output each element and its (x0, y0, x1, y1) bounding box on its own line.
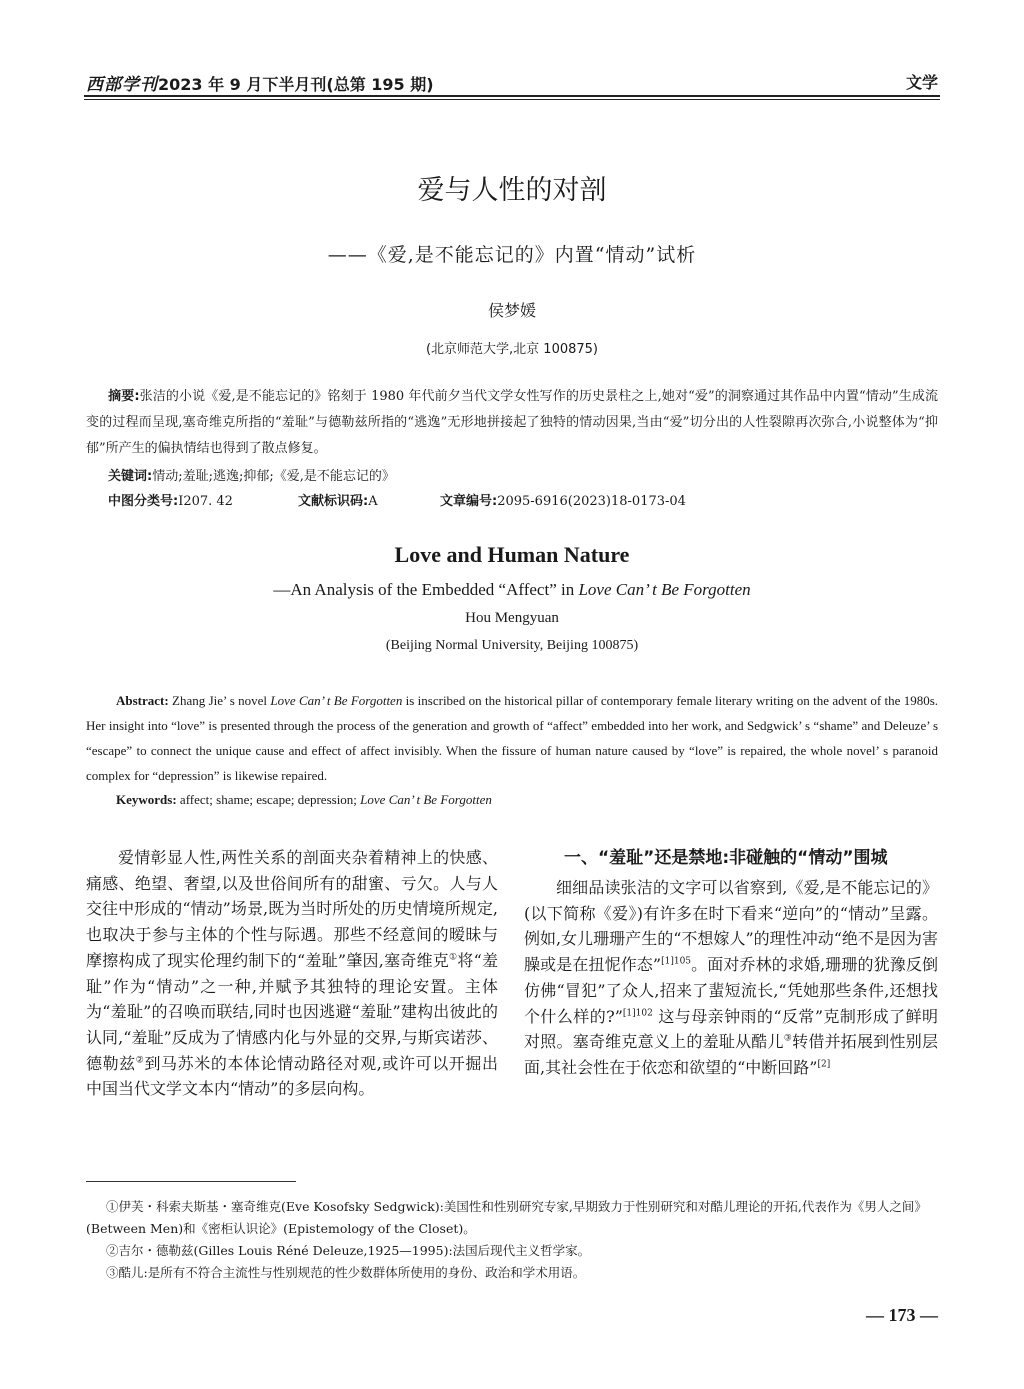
author-en: Hou Mengyuan (465, 610, 559, 626)
abstract-en-label: Abstract: (116, 693, 169, 708)
clc-label: 中图分类号: (108, 494, 179, 509)
footnote: ③酷儿:是所有不符合主流性与性别规范的性少数群体所使用的身份、政治和学术用语。 (106, 1265, 586, 1280)
doc-code-label: 文献标识码: (298, 494, 369, 509)
clc-value: I207. 42 (178, 494, 233, 509)
footnote-marker: ① (449, 952, 458, 963)
body-text: 这与母亲钟雨的“反常”克制形成了鲜明对照。塞奇维克意义上的羞耻从酷儿 (524, 1006, 938, 1052)
citation-marker: [1]102 (622, 1008, 653, 1019)
body-right-column (524, 845, 938, 1081)
classification-line (108, 490, 686, 509)
keywords-en-work: Love Can’ t Be Forgotten (360, 792, 492, 807)
body-paragraph (86, 845, 498, 1102)
subtitle-en-prefix: —An Analysis of the Embedded “Affect” in (273, 580, 579, 599)
subtitle-en-work: Love Can’ t Be Forgotten (578, 580, 751, 599)
body-text: 爱情彰显人性,两性关系的剖面夹杂着精神上的快感、痛感、绝望、奢望,以及世俗间所有的甜蜜、亏欠。人与人交往中形成的“情动”场景,既为当时所处的历史情境所规定,也取决于参与主体的个性与际遇。那些不经意间的暧昧与摩擦构成了现实伦理约制下的“羞耻”肇因,塞奇维克 (86, 848, 498, 970)
footnotes (86, 1196, 938, 1284)
citation-marker: [1]105 (661, 956, 692, 967)
body-text: 到马苏米的本体论情动路径对观,或许可以开掘出中国当代文学文本内“情动”的多层向构。 (86, 1053, 498, 1099)
footnote-marker: ③ (783, 1033, 793, 1044)
keywords-en-text: affect; shame; escape; depression; (176, 792, 361, 807)
keywords-zh-label: 关键词: (108, 469, 153, 484)
body-left-column (86, 845, 498, 1102)
keywords-zh-text: 情动;羞耻;逃逸;抑郁;《爱,是不能忘记的》 (152, 469, 395, 484)
keywords-en (116, 792, 492, 808)
abstract-en-part2: is inscribed on the historical pillar of contemporary female literary writing on the advent of the 1980s. Her insight into “love” is presented through the process of the generation and growth of “affect” embedded into her work, and Sedgwick’ s “shame” and Deleuze’ s “escape” to connect the unique cause and effect of affect invisibly. When the fissure of human nature caused by “love” is repaired, the whole novel’ s paranoid complex for “depression” is likewise repaired. (86, 693, 939, 783)
footnote: ②吉尔・德勒兹(Gilles Louis Réné Deleuze,1925—1995):法国后现代主义哲学家。 (106, 1243, 591, 1258)
section-heading: 一、“羞耻”还是禁地:非碰触的“情动”围城 (564, 848, 888, 868)
section-label: 文学 (905, 73, 938, 92)
affiliation-en: (Beijing Normal University, Beijing 100875) (385, 638, 639, 653)
journal-logo: 西部学刊 (86, 75, 158, 95)
author-zh: 侯梦媛 (487, 301, 536, 320)
abstract-en-part1: Zhang Jie’ s novel (168, 693, 271, 708)
abstract-zh-text: 张洁的小说《爱,是不能忘记的》铭刻于 1980 年代前夕当代文学女性写作的历史景柱之上,她对“爱”的洞察通过其作品中内置“情动”生成流变的过程而呈现,塞奇维克所指的“羞耻”与德勒兹所指的“逃逸”无形地拼接起了独特的情动因果,当由“爱”切分出的人性裂隙再次弥合,小说整体为“抑郁”所产生的偏执情结也得到了散点修复。 (86, 389, 938, 456)
body-text: 细细品读张洁的文字可以省察到,《爱,是不能忘记的》(以下简称《爱》)有许多在时下看来“逆向”的“情动”呈露。例如,女儿珊珊产生的“不想嫁人”的理性冲动“绝不是因为害臊或是在扭怩作态” (524, 878, 938, 975)
journal-header (86, 70, 434, 95)
header-rule-thin (84, 99, 940, 100)
keywords-zh (108, 465, 395, 484)
article-subtitle-en (0, 580, 1024, 600)
article-no-value: 2095-6916(2023)18-0173-04 (497, 494, 686, 509)
footnote-rule (86, 1181, 296, 1182)
abstract-zh (86, 384, 938, 462)
article-subtitle-zh: ——《爱,是不能忘记的》内置“情动”试析 (327, 244, 697, 266)
page-number: — 173 — (866, 1305, 938, 1325)
body-paragraph (524, 875, 938, 1081)
footnote-marker: ② (135, 1055, 145, 1066)
article-title-zh: 爱与人性的对剖 (417, 175, 607, 206)
keywords-en-label: Keywords: (116, 792, 177, 807)
body-text: 将“羞耻”作为“情动”之一种,并赋予其独特的理论安置。主体为“羞耻”的召唤而联结,同时也因逃避“羞耻”建构出彼此的认同,“羞耻”反成为了情感内化与外显的交界,与斯宾诺莎、德勒兹 (86, 950, 498, 1073)
article-no-label: 文章编号: (440, 494, 498, 509)
abstract-zh-label: 摘要: (108, 389, 140, 404)
body-text: 。面对乔林的求婚,珊珊的犹豫反倒仿佛“冒犯”了众人,招来了蜚短流长,“凭她那些条件,还想找个什么样的?” (524, 955, 938, 1026)
article-title-en: Love and Human Nature (394, 542, 630, 567)
header-rule (84, 95, 940, 97)
abstract-en-work: Love Can’ t Be Forgotten (270, 693, 403, 708)
doc-code-value: A (368, 494, 378, 509)
footnote: ①伊芙・科索夫斯基・塞奇维克(Eve Kosofsky Sedgwick):美国性和性别研究专家,早期致力于性别研究和对酷儿理论的开拓,代表作为《男人之间》(Between Men)和《密柜认识论》(Epistemology of the Closet)。 (86, 1199, 927, 1236)
abstract-en (86, 688, 938, 788)
affiliation-zh: (北京师范大学,北京 100875) (425, 342, 599, 357)
citation-marker: [2] (817, 1059, 831, 1070)
body-text: 转借并拓展到性别层面,其社会性在于依恋和欲望的“中断回路” (524, 1032, 938, 1077)
issue-info: 2023 年 9 月下半月刊(总第 195 期) (158, 75, 434, 94)
